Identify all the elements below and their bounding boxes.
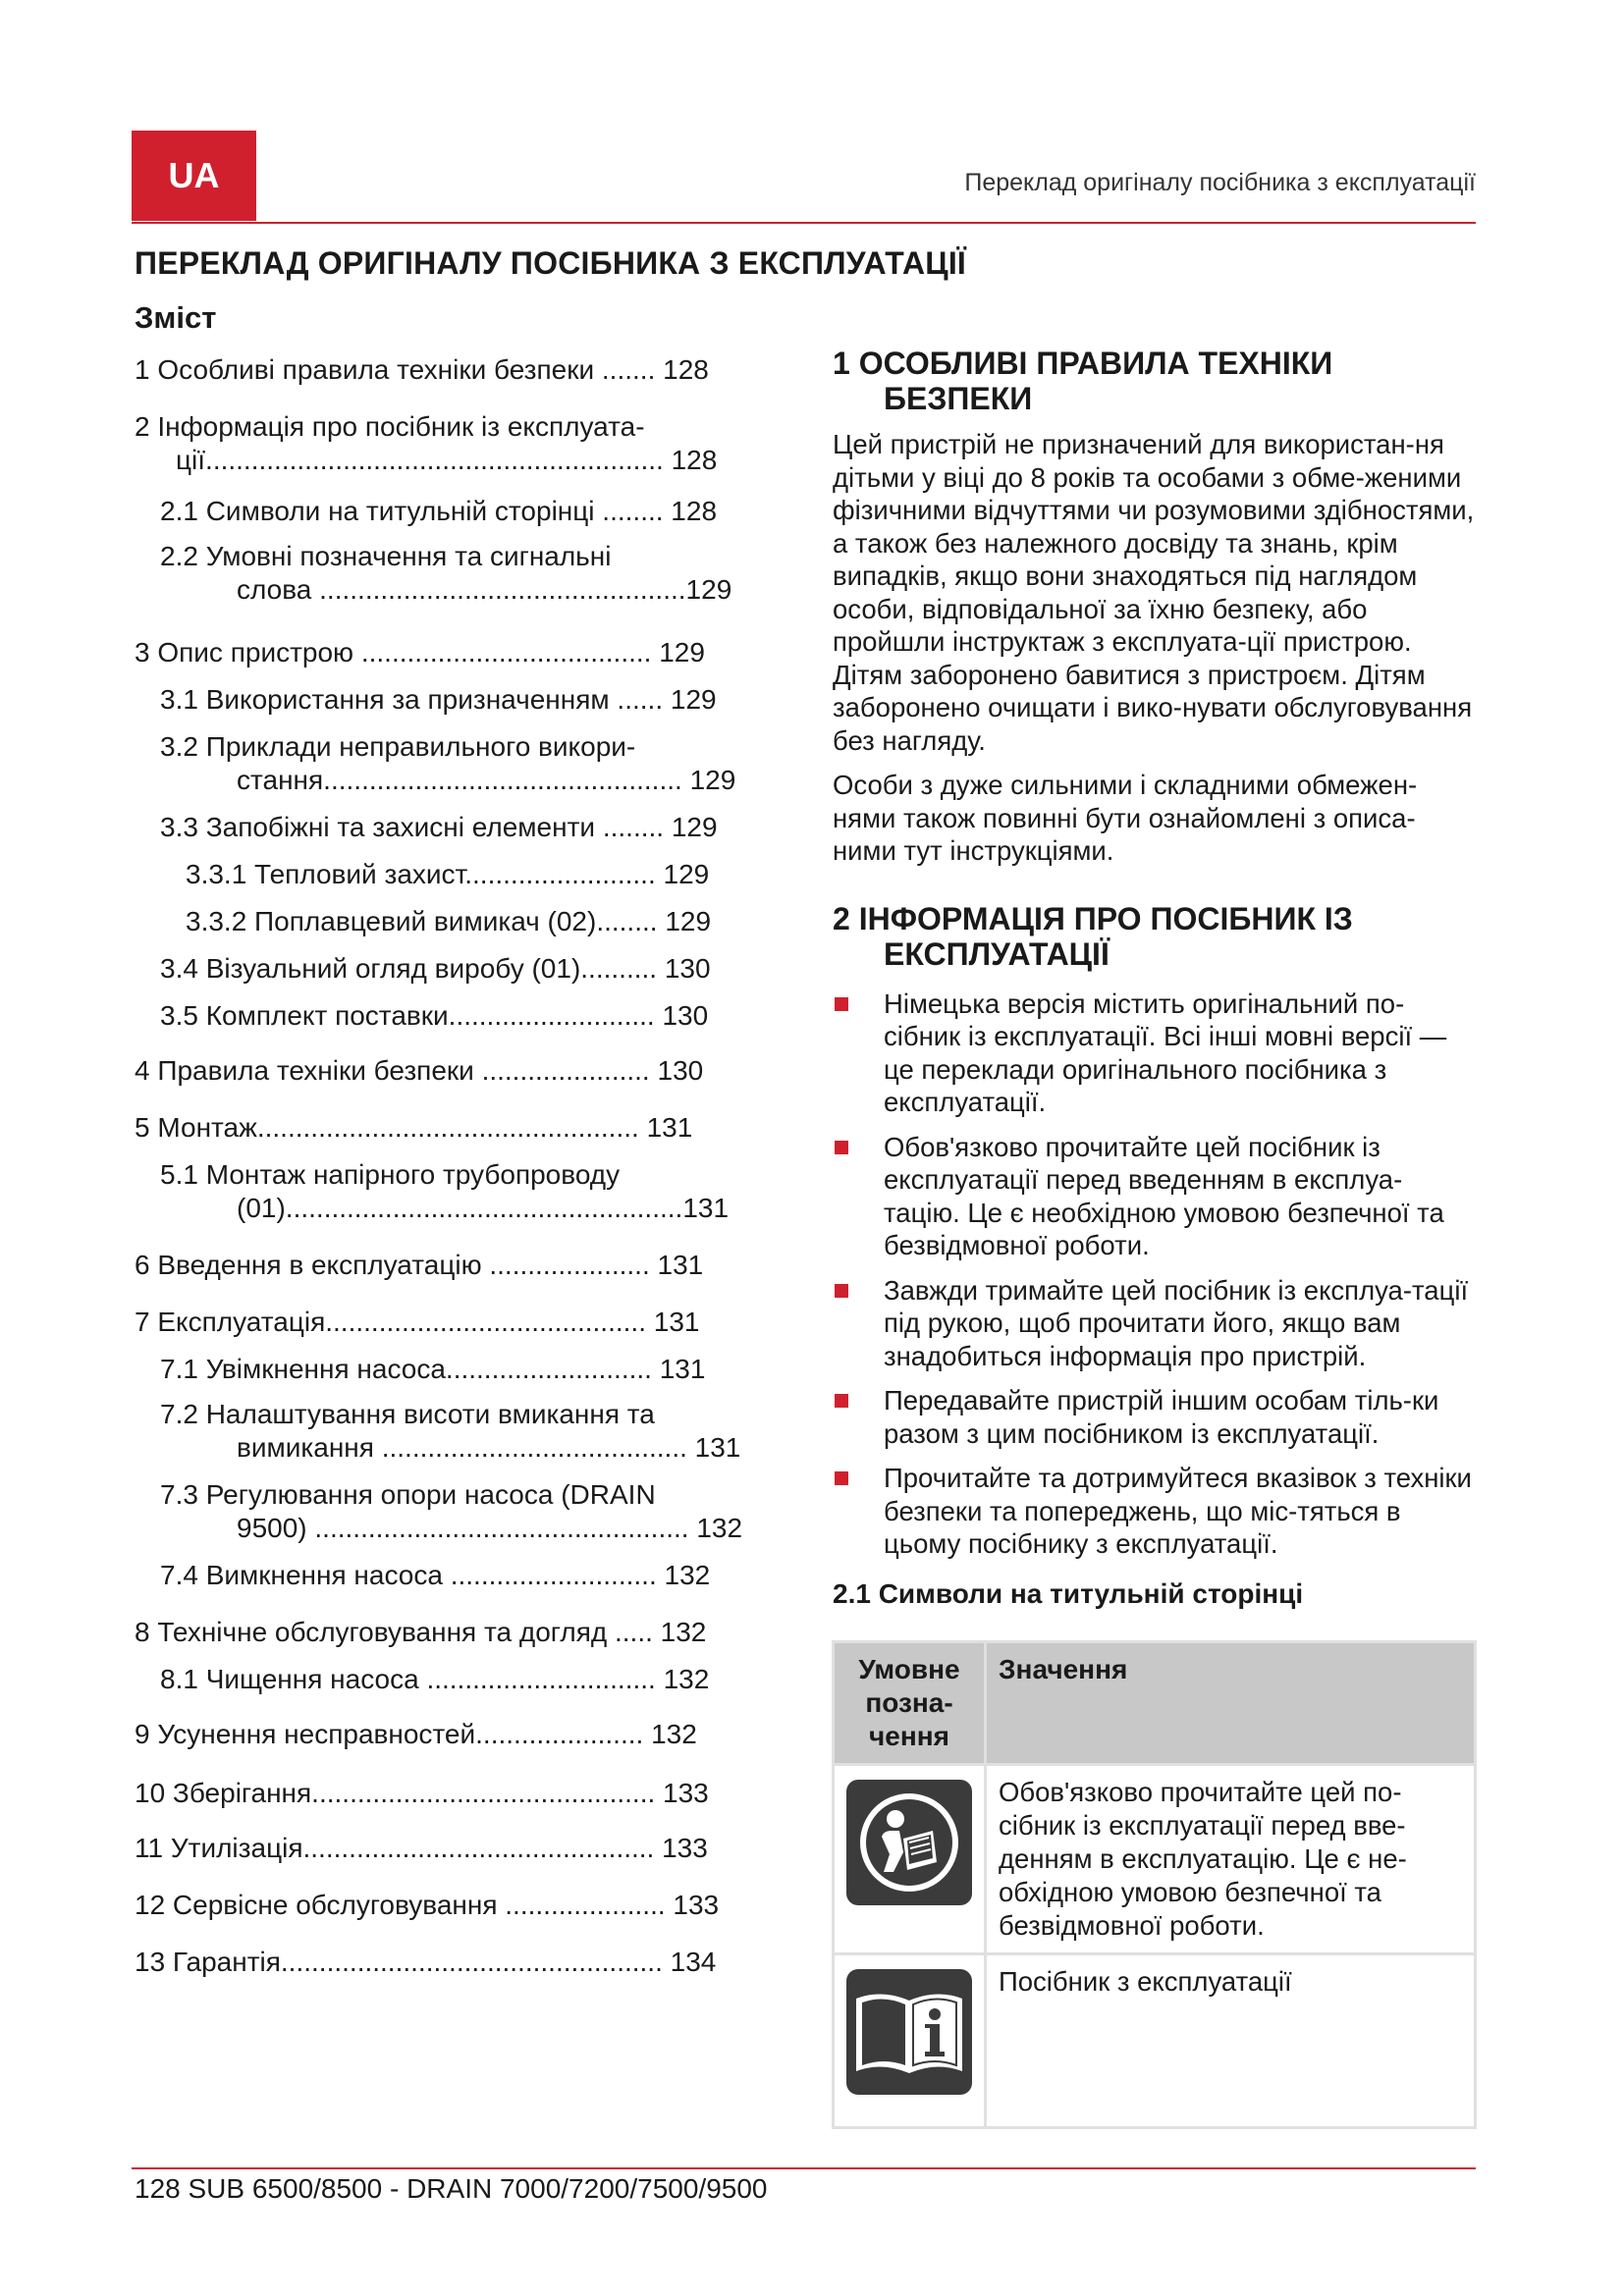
toc-entry-5[interactable]: 5 Монтаж.................................................. 131	[135, 1112, 693, 1143]
footer-page-info: 128 SUB 6500/8500 - DRAIN 7000/7200/7500/9500	[135, 2173, 768, 2204]
toc-entry-7[interactable]: 7 Експлуатація.......................................... 131	[135, 1307, 700, 1337]
language-code: UA	[168, 155, 220, 195]
info-book-icon	[846, 1969, 972, 2095]
toc-heading: Зміст	[135, 300, 217, 335]
section-2-1-heading: 2.1 Символи на титульній сторінці	[833, 1577, 1304, 1609]
toc-entry-3-5[interactable]: 3.5 Комплект поставки........................... 130	[160, 1000, 709, 1031]
meaning-cell: Посібник з експлуатації	[986, 1954, 1476, 2128]
section-2-heading: 2 ІНФОРМАЦІЯ ПРО ПОСІБНИК ІЗ ЕКСПЛУАТАЦІЇ	[833, 900, 1353, 972]
column-header-symbol: Умовне позна-чення	[834, 1642, 986, 1765]
language-badge	[132, 131, 256, 221]
section-1-paragraph-1: Цей пристрій не призначений для використан-ня дітьми у віці до 8 років та особами з обме-женими фізичними відчуттями чи розумовими здібностями, а також без належного досвіду та знань, крім випадків, якщо вони знаходяться під наглядом особи, відповідальної за їхню безпеку, або пройшли інструктаж з експлуата-ції пристрою. Дітям заборонено бавитися з пристроєм. Дітям заборонено очищати і вико-нувати обслуговування без нагляду.	[833, 429, 1475, 756]
toc-entry-3-4[interactable]: 3.4 Візуальний огляд виробу (01).......... 130	[160, 953, 711, 984]
symbol-cell	[834, 1954, 986, 2128]
toc-entry-1[interactable]: 1 Особливі правила техніки безпеки ....... 128	[135, 354, 709, 385]
list-item: Прочитайте та дотримуйтеся вказівок з техніки безпеки та попереджень, що міс-тяться в цьому посібнику з експлуатації.	[833, 1462, 1476, 1561]
symbol-table	[832, 1640, 1477, 2129]
toc-entry-10[interactable]: 10 Зберігання............................................. 133	[135, 1778, 709, 1808]
toc-entry-6[interactable]: 6 Введення в експлуатацію ..................... 131	[135, 1250, 704, 1280]
toc-entry-2-2[interactable]: 2.2 Умовні позначення та сигнальні слова ................................................129	[160, 541, 732, 605]
section-1-heading: 1 ОСОБЛИВІ ПРАВИЛА ТЕХНІКИ БЕЗПЕКИ	[833, 346, 1333, 416]
toc-entry-11[interactable]: 11 Утилізація.............................................. 133	[135, 1833, 708, 1863]
toc-entry-2-1[interactable]: 2.1 Символи на титульній сторінці ........ 128	[160, 496, 718, 526]
toc-entry-8[interactable]: 8 Технічне обслуговування та догляд ..... 132	[135, 1617, 707, 1647]
list-item: Обов'язково прочитайте цей посібник із експлуатації перед введенням в експлуа-тацію. Це є необхідною умовою безпечної та безвідмовної роботи.	[833, 1131, 1476, 1262]
section-1-paragraph-2: Особи з дуже сильними і складними обмежен-нями також повинні бути ознайомлені з описа-ними тут інструкціями.	[833, 770, 1418, 866]
table-row	[834, 1954, 1476, 2128]
list-item: Завжди тримайте цей посібник із експлуа-тації під рукою, щоб прочитати його, якщо вам знадобиться інформація про пристрій.	[833, 1274, 1476, 1373]
toc-entry-3-3-2[interactable]: 3.3.2 Поплавцевий вимикач (02)........ 129	[186, 906, 712, 936]
toc-entry-7-4[interactable]: 7.4 Вимкнення насоса ........................... 132	[160, 1560, 711, 1590]
main-content	[833, 346, 1476, 1610]
toc-entry-3-1[interactable]: 3.1 Використання за призначенням ...... 129	[160, 684, 717, 715]
toc-entry-3-3[interactable]: 3.3 Запобіжні та захисні елементи ........ 129	[160, 812, 718, 842]
document-title: ПЕРЕКЛАД ОРИГІНАЛУ ПОСІБНИКА З ЕКСПЛУАТАЦІЇ	[135, 245, 966, 281]
section-2-bullet-list	[833, 988, 1476, 1561]
toc-entry-7-2[interactable]: 7.2 Налаштування висоти вмикання та вимикання ........................................ 131	[160, 1399, 741, 1463]
toc-entry-12[interactable]: 12 Сервісне обслуговування ..................... 133	[135, 1890, 720, 1920]
read-manual-icon	[846, 1780, 972, 1905]
footer-divider	[132, 2167, 1476, 2169]
toc-entry-2[interactable]: 2 Інформація про посібник із експлуата- ції............................................................ 128	[135, 411, 718, 475]
toc-entry-5-1[interactable]: 5.1 Монтаж напірного трубопроводу (01)....................................................131	[160, 1159, 730, 1223]
bullet-square-icon	[835, 1284, 848, 1298]
bullet-square-icon	[835, 1394, 848, 1408]
bullet-square-icon	[835, 1141, 848, 1154]
toc-entry-4[interactable]: 4 Правила техніки безпеки ...................... 130	[135, 1055, 704, 1086]
toc-entry-7-1[interactable]: 7.1 Увімкнення насоса........................... 131	[160, 1354, 706, 1384]
toc-entry-9[interactable]: 9 Усунення несправностей...................... 132	[135, 1719, 697, 1749]
table-row	[834, 1765, 1476, 1954]
toc-entry-3-3-1[interactable]: 3.3.1 Тепловий захист......................... 129	[186, 859, 710, 889]
toc-entry-7-3[interactable]: 7.3 Регулювання опори насоса (DRAIN 9500) ................................................. 132	[160, 1479, 743, 1543]
toc-entry-8-1[interactable]: 8.1 Чищення насоса .............................. 132	[160, 1664, 710, 1694]
running-title: Переклад оригіналу посібника з експлуатації	[964, 169, 1476, 196]
meaning-cell: Обов'язково прочитайте цей по-сібник із експлуатації перед вве-денням в експлуатацію. Це є не-обхідною умовою безпечної та безвідмовної роботи.	[986, 1765, 1476, 1954]
bullet-square-icon	[835, 997, 848, 1011]
list-item: Німецька версія містить оригінальний по-сібник із експлуатації. Всі інші мовні версії — це переклади оригінального посібника з експлуатації.	[833, 988, 1476, 1119]
list-item: Передавайте пристрій іншим особам тіль-ки разом з цим посібником із експлуатації.	[833, 1384, 1476, 1450]
toc-entry-3[interactable]: 3 Опис пристрою ...................................... 129	[135, 637, 705, 667]
symbol-cell	[834, 1765, 986, 1954]
header-divider	[132, 222, 1476, 224]
column-header-meaning: Значення	[986, 1642, 1476, 1765]
bullet-square-icon	[835, 1471, 848, 1485]
toc-entry-3-2[interactable]: 3.2 Приклади неправильного викори- стання............................................... 129	[160, 731, 736, 795]
table-header-row	[834, 1642, 1476, 1765]
toc-entry-13[interactable]: 13 Гарантія.................................................. 134	[135, 1947, 717, 1977]
